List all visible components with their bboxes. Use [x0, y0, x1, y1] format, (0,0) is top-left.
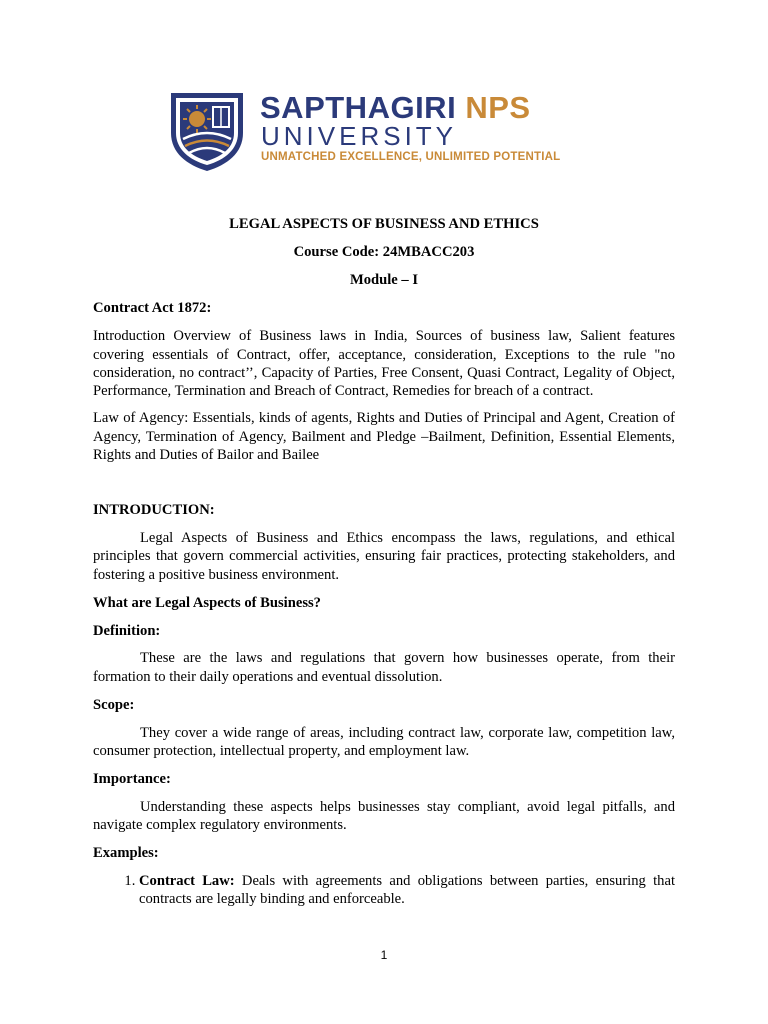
introduction-heading: INTRODUCTION:: [93, 502, 215, 519]
page-number: 1: [380, 948, 388, 962]
example-term: Contract Law:: [139, 873, 235, 890]
syllabus-heading: Contract Act 1872:: [93, 300, 212, 317]
module-label: Module – I: [349, 271, 419, 288]
scope-heading: Scope:: [93, 696, 135, 713]
syllabus-paragraph-contract: Introduction Overview of Business laws in India, Sources of business law, Salient features covering essentials of Contract, offer, acceptance, consideration, Exceptions to the rule "no consideration, no contract’’, Capacity of Parties, Free Consent, Quasi Contract, Legality of Object, Performance, Termination and Breach of Contract, Remedies for breach of a contract.: [93, 328, 675, 400]
course-code: Course Code: 24MBACC203: [293, 243, 475, 260]
examples-list: [93, 872, 675, 909]
importance-paragraph: Understanding these aspects helps businesses stay compliant, avoid legal pitfalls, and navigate complex regulatory environments.: [93, 798, 675, 834]
syllabus-paragraph-agency: Law of Agency: Essentials, kinds of agents, Rights and Duties of Principal and Agent, Creation of Agency, Termination of Agency, Bailment and Pledge –Bailment, Definition, Essential Elements, Rights and Duties of Bailor and Bailee: [93, 410, 675, 464]
what-are-heading: What are Legal Aspects of Business?: [93, 594, 321, 611]
examples-heading: Examples:: [93, 845, 159, 862]
university-name-line1: SAPTHAGIRI NPS: [260, 90, 531, 125]
document-title: LEGAL ASPECTS OF BUSINESS AND ETHICS: [229, 216, 539, 232]
document-body: [93, 215, 675, 909]
university-logo: [155, 87, 615, 177]
scope-paragraph: They cover a wide range of areas, including contract law, corporate law, competition law, consumer protection, intellectual property, and employment law.: [93, 724, 675, 760]
list-item: [139, 872, 675, 909]
example-description: Deals with agreements and obligations between parties, ensuring that contracts are legally binding and enforceable.: [139, 873, 675, 908]
university-name-line2: UNIVERSITY: [261, 121, 458, 151]
importance-heading: Importance:: [93, 770, 171, 787]
university-tagline: UNMATCHED EXCELLENCE, UNLIMITED POTENTIAL: [261, 151, 561, 163]
introduction-paragraph: Legal Aspects of Business and Ethics encompass the laws, regulations, and ethical principles that govern commercial activities, ensuring fair practices, protecting stakeholders, and fostering a positive business environment.: [93, 529, 675, 583]
definition-heading: Definition:: [93, 622, 161, 639]
definition-paragraph: These are the laws and regulations that govern how businesses operate, from their formation to their daily operations and eventual dissolution.: [93, 650, 675, 685]
university-crest-icon: [167, 89, 247, 173]
